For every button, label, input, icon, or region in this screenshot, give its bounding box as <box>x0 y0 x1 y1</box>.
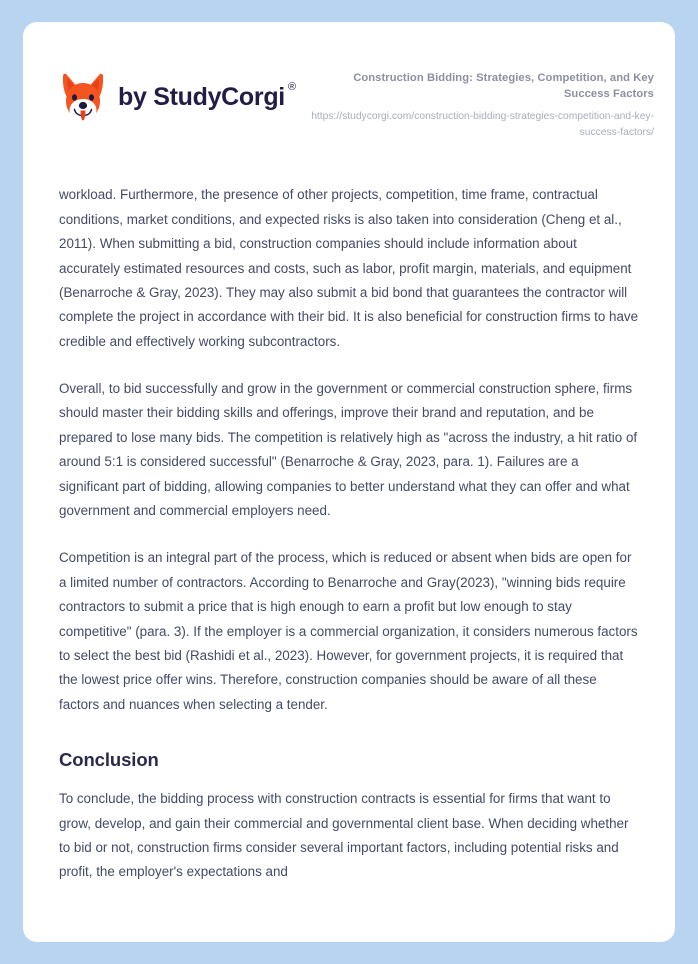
body-paragraph: Overall, to bid successfully and grow in the government or commercial construction sphere, firms should master their bidding skills and offerings, improve their brand and reputation, and be prepared to lose many bids. The competition is relatively high as "across the industry, a hit ratio of around 5:1 is considered successful" (Benarroche & Gray, 2023, para. 1). Failures are a significant part of bidding, allowing companies to better understand what they can offer and what government and commercial employers need. <box>59 381 638 519</box>
document-header <box>23 22 675 140</box>
header-meta-block <box>309 68 654 140</box>
body-paragraph: To conclude, the bidding process with construction contracts is essential for firms that want to grow, develop, and gain their commercial and governmental client base. When deciding whether to bid or not, construction firms consider several important factors, including potential risks and profit, the employer's expectations and <box>59 791 629 880</box>
body-paragraph: workload. Furthermore, the presence of other projects, competition, time frame, contractual conditions, market conditions, and expected risks is also taken into consideration (Cheng et al., 2011). When submitting a bid, construction companies should include information about accurately estimated resources and costs, such as labor, profit margin, materials, and equipment (Benarroche & Gray, 2023). They may also submit a bid bond that guarantees the contractor will complete the project in accordance with their bid. It is also beneficial for construction firms to have credible and effectively working subcontractors. <box>59 187 639 349</box>
corgi-head-icon <box>59 72 107 122</box>
brand-wordmark-text: by StudyCorgi <box>118 82 285 111</box>
document-page-card <box>23 22 675 942</box>
source-url: https://studycorgi.com/construction-bidding-strategies-competition-and-key-success-factors/ <box>311 111 654 138</box>
registered-trademark-icon: ® <box>287 81 296 94</box>
section-heading-conclusion: Conclusion <box>59 749 159 771</box>
brand-wordmark <box>118 83 296 112</box>
document-body <box>23 183 675 884</box>
body-paragraph: Competition is an integral part of the process, which is reduced or absent when bids are open for a limited number of contractors. According to Benarroche and Gray(2023), "winning bids require contractors to submit a price that is high enough to earn a profit but low enough to stay competitive" (para. 3). If the employer is a commercial organization, it considers numerous factors to select the best bid (Rashidi et al., 2023). However, for government projects, it is required that the lowest price offer wins. Therefore, construction companies should be aware of all these factors and nuances when selecting a tender. <box>59 550 638 712</box>
page-title: Construction Bidding: Strategies, Competition, and Key Success Factors <box>353 72 654 101</box>
brand-logo-block <box>59 68 296 122</box>
